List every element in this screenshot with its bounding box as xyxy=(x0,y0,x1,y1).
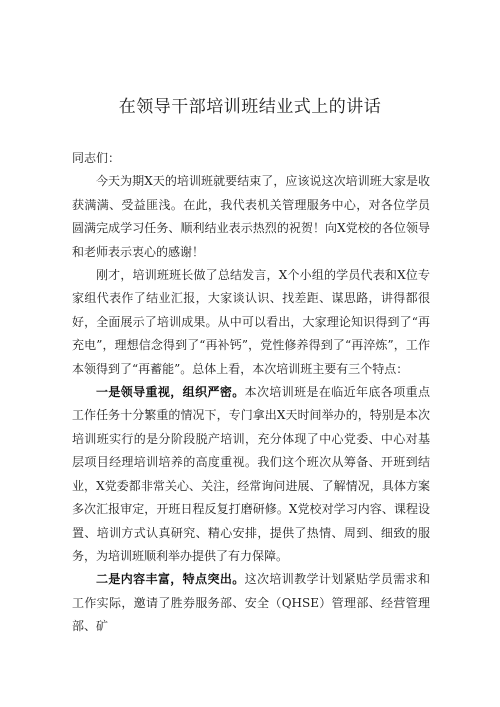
paragraph-text: 刚才，培训班班长做了总结发言，X个小组的学员代表和X位专家组代表作了结业汇报，大家谈认识、找差距、谋思路，讲得都很好，全面展示了培训成果。从中可以看出，大家理论知识得到了“再充电”，理想信念得到了“再补钙”，党性修养得到了“再淬炼”，工作本领得到了“再蓄能”。总体上看，本次培训班主要有三个特点： xyxy=(72,268,430,376)
paragraph-text: 本次培训班是在临近年底各项重点工作任务十分繁重的情况下，专门拿出X天时间举办的，特别是本次培训班实行的是分阶段脱产培训，充分体现了中心党委、中心对基层项目经理培训培养的高度重视。我们这个班次从筹备、开班到结业，X党委都非常关心、关注，经常询问进展、了解情况，具体方案多次汇报审定，开班日程反复打磨研修。X党校对学习内容、课程设置、培训方式认真研究、精心安排，提供了热情、周到、细致的服务，为培训班顺利举办提供了有力保障。 xyxy=(72,385,430,563)
document-body xyxy=(72,147,430,639)
body-paragraph-4 xyxy=(72,568,430,638)
body-paragraph-1 xyxy=(72,170,430,264)
document-title: 在领导干部培训班结业式上的讲话 xyxy=(118,97,382,117)
paragraph-lead-heading: 一是领导重视，组织严密。 xyxy=(96,385,245,400)
salutation: 同志们： xyxy=(72,151,121,165)
paragraph-text: 今天为期X天的培训班就要结束了，应该说这次培训班大家是收获满满、受益匪浅。在此，我代表机关管理服务中心，对各位学员圆满完成学习任务、顺利结业表示热烈的祝贺！向X党校的各位领导和老师表示衷心的感谢！ xyxy=(72,174,430,259)
paragraph-text: 这次培训教学计划紧贴学员需求和工作实际，邀请了胜券服务部、安全（QHSE）管理部、经营管理部、矿 xyxy=(72,572,430,634)
paragraph-lead-heading: 二是内容丰富，特点突出。 xyxy=(96,572,245,587)
body-paragraph-2 xyxy=(72,264,430,381)
body-paragraph-3 xyxy=(72,381,430,568)
